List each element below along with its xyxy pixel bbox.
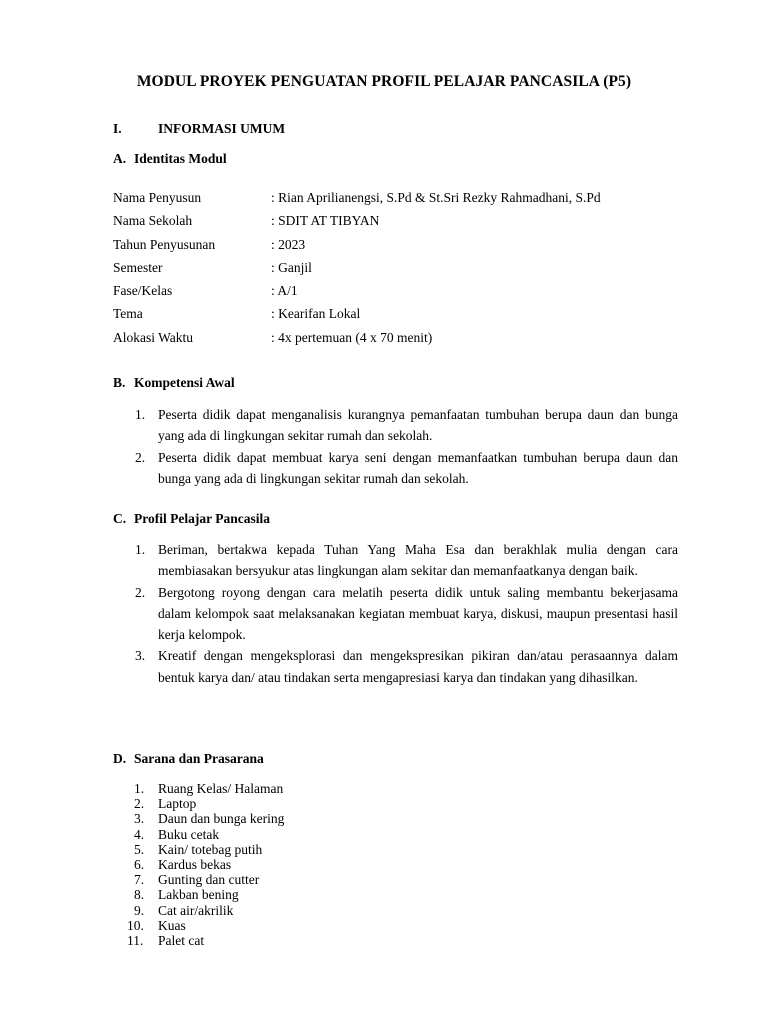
list-text: Kreatif dengan mengeksplorasi dan mengekspresikan pikiran dan/atau perasaannya dalam bentuk karya dan/ atau tindakan serta mengapresiasi karya dan tindakan yang dihasilkan. — [158, 648, 678, 685]
list-item — [113, 796, 284, 811]
subheading-letter: A. — [113, 151, 127, 166]
identitas-label: Alokasi Waktu — [113, 329, 194, 345]
list-item — [113, 842, 284, 857]
identitas-label: Tema — [113, 306, 143, 322]
identitas-value: : 4x pertemuan (4 x 70 menit) — [271, 329, 433, 345]
list-number: 6. — [134, 856, 145, 872]
list-text: Buku cetak — [158, 826, 220, 842]
identitas-value: : A/1 — [271, 283, 298, 299]
list-item — [113, 933, 284, 948]
list-number: 1. — [135, 407, 146, 422]
identitas-row — [113, 304, 713, 327]
subheading-sarana-prasarana — [113, 751, 264, 767]
identitas-value: : Rian Aprilianengsi, S.Pd & St.Sri Rezky Rahmadhani, S.Pd — [271, 190, 601, 205]
list-text: Kain/ totebag putih — [158, 841, 263, 857]
identitas-label: Nama Sekolah — [113, 213, 193, 229]
section-number: I. — [113, 121, 122, 136]
list-number: 10. — [127, 917, 144, 933]
list-item — [113, 918, 284, 933]
list-text: Laptop — [158, 796, 197, 812]
list-number: 2. — [135, 449, 146, 465]
list-number: 2. — [135, 584, 146, 600]
section-title: INFORMASI UMUM — [158, 121, 286, 136]
identitas-label: Tahun Penyusunan — [113, 236, 216, 252]
list-text: Kardus bekas — [158, 856, 232, 872]
identitas-value: : Ganjil — [271, 259, 312, 275]
subheading-text: Sarana dan Prasarana — [134, 751, 264, 766]
list-number: 3. — [135, 648, 146, 664]
list-text: Daun dan bunga kering — [158, 811, 285, 827]
identitas-label: Nama Penyusun — [113, 190, 202, 205]
identitas-table — [113, 188, 713, 351]
list-number: 3. — [134, 811, 145, 827]
list-item — [113, 811, 284, 826]
subheading-letter: D. — [113, 751, 127, 766]
list-item — [113, 539, 678, 582]
list-text: Palet cat — [158, 932, 205, 948]
list-text: Bergotong royong dengan cara melatih peserta didik untuk saling membantu bekerjasama dalam kelompok saat melaksanakan kegiatan membuat karya, diskusi, maupun presentasi hasil kerja kelompok. — [158, 584, 678, 643]
identitas-row — [113, 258, 713, 281]
list-text: Peserta didik dapat membuat karya seni dengan memanfaatkan tumbuhan berupa daun dan bunga yang ada di lingkungan sekitar rumah dan sekolah. — [158, 449, 678, 486]
list-number: 2. — [134, 796, 145, 812]
identitas-value: : SDIT AT TIBYAN — [271, 213, 380, 229]
subheading-letter: B. — [113, 375, 126, 390]
subheading-text: Identitas Modul — [134, 151, 227, 166]
list-text: Kuas — [158, 917, 186, 933]
list-number: 1. — [135, 542, 146, 557]
kompetensi-list — [113, 404, 678, 489]
list-item — [113, 903, 284, 918]
document-title: MODUL PROYEK PENGUATAN PROFIL PELAJAR PANCASILA (P5) — [136, 73, 632, 90]
subheading-kompetensi-awal — [113, 375, 235, 391]
list-number: 5. — [134, 841, 145, 857]
list-text: Peserta didik dapat menganalisis kurangnya pemanfaatan tumbuhan berupa daun dan bunga yang ada di lingkungan sekitar rumah dan sekolah. — [158, 407, 678, 444]
list-text: Cat air/akrilik — [158, 902, 234, 918]
identitas-row — [113, 281, 713, 304]
list-text: Beriman, bertakwa kepada Tuhan Yang Maha Esa dan berakhlak mulia dengan cara membiasakan bersyukur atas lingkungan alam sekitar dan memanfaatkanya dengan baik. — [158, 542, 678, 579]
identitas-label: Semester — [113, 259, 163, 275]
list-item — [113, 857, 284, 872]
identitas-row — [113, 188, 713, 211]
identitas-value: : 2023 — [271, 236, 306, 252]
list-item — [113, 887, 284, 902]
list-text: Gunting dan cutter — [158, 872, 260, 888]
list-text: Lakban bening — [158, 887, 239, 903]
identitas-row — [113, 235, 713, 258]
list-number: 7. — [134, 872, 145, 888]
list-number: 4. — [134, 826, 145, 842]
subheading-text: Kompetensi Awal — [134, 375, 235, 390]
list-number: 1. — [134, 781, 145, 796]
identitas-row — [113, 328, 713, 351]
list-text: Ruang Kelas/ Halaman — [158, 781, 284, 796]
list-number: 11. — [127, 932, 144, 948]
list-item — [113, 447, 678, 490]
list-number: 9. — [134, 902, 145, 918]
subheading-text: Profil Pelajar Pancasila — [134, 511, 270, 526]
list-number: 8. — [134, 887, 145, 903]
subheading-identitas-modul — [113, 151, 227, 167]
identitas-label: Fase/Kelas — [113, 283, 173, 299]
list-item — [113, 582, 678, 646]
list-item — [113, 781, 284, 796]
list-item — [113, 872, 284, 887]
profil-list — [113, 539, 678, 688]
subheading-letter: C. — [113, 511, 127, 526]
sarana-list — [113, 781, 284, 948]
identitas-row — [113, 211, 713, 234]
list-item — [113, 827, 284, 842]
list-item — [113, 404, 678, 447]
identitas-value: : Kearifan Lokal — [271, 306, 361, 322]
subheading-profil-pelajar-pancasila — [113, 511, 270, 527]
list-item — [113, 645, 678, 688]
